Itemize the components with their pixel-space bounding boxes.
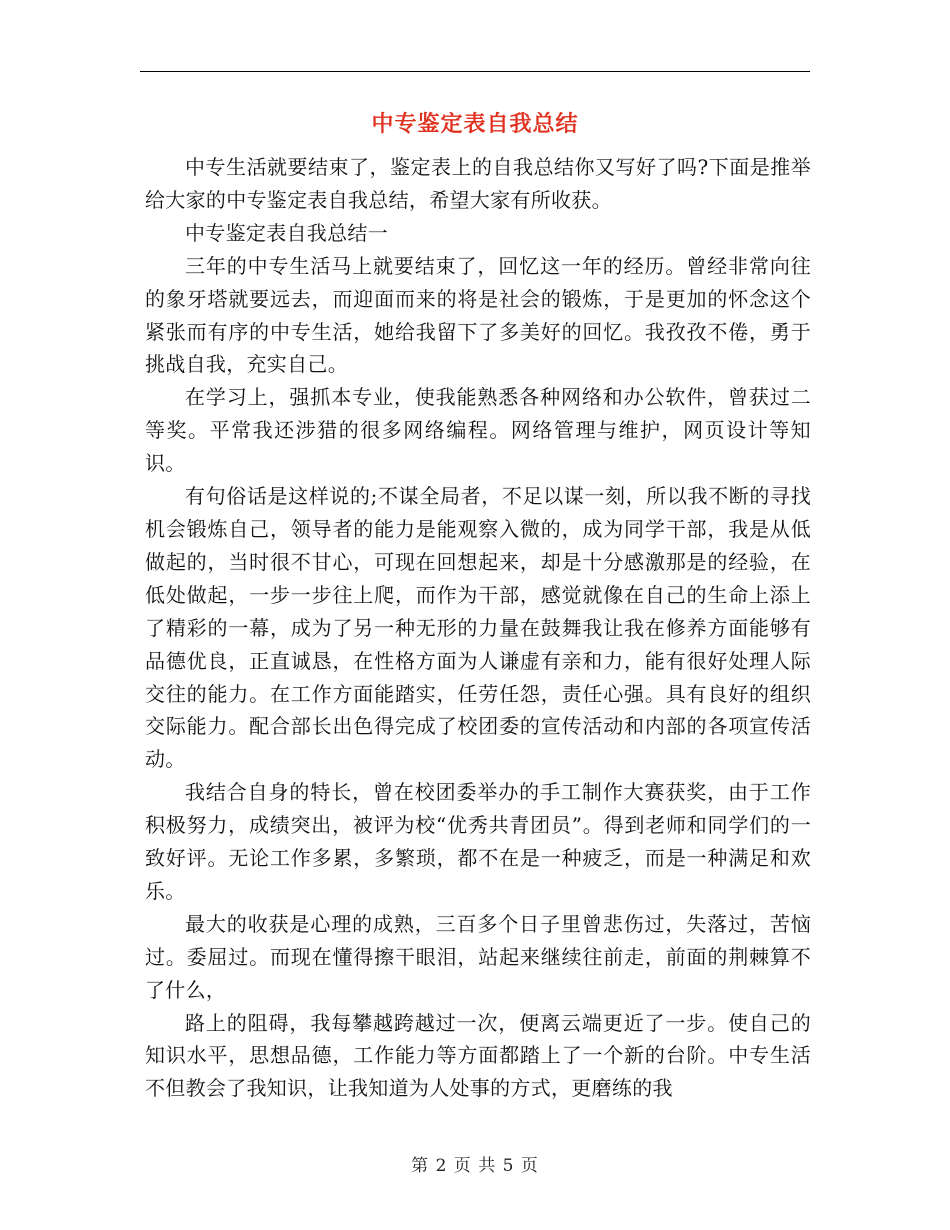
- paragraph-intro: 中专生活就要结束了，鉴定表上的自我总结你又写好了吗?下面是推举给大家的中专鉴定表自我总结，希望大家有所收获。: [145, 155, 811, 212]
- page-number-footer: 第 2 页 共 5 页: [411, 1156, 539, 1176]
- paragraph: 有句俗话是这样说的;不谋全局者，不足以谋一刻，所以我不断的寻找机会锻炼自己，领导者的能力是能观察入微的，成为同学干部，我是从低做起的，当时很不甘心，可现在回想起来，却是十分感激那是的经验，在低处做起，一步一步往上爬，而作为干部，感觉就像在自己的生命上添上了精彩的一幕，成为了另一种无形的力量在鼓舞我让我在修养方面能够有品德优良，正直诚恳，在性格方面为人谦虚有亲和力，能有很好处理人际交往的能力。在工作方面能踏实，任劳任怨，责任心强。具有良好的组织交际能力。配合部长出色得完成了校团委的宣传活动和内部的各项宣传活动。: [145, 484, 811, 772]
- document-title: 中专鉴定表自我总结: [371, 112, 579, 137]
- paragraph: 路上的阻碍，我每攀越跨越过一次，便离云端更近了一步。使自己的知识水平，思想品德，工作能力等方面都踏上了一个新的台阶。中专生活不但教会了我知识，让我知道为人处事的方式，更磨练的我: [145, 1010, 811, 1101]
- section-heading-1: 中专鉴定表自我总结一: [185, 220, 388, 245]
- paragraph: 我结合自身的特长，曾在校团委举办的手工制作大赛获奖，由于工作积极努力，成绩突出，被评为校“优秀共青团员”。得到老师和同学们的一致好评。无论工作多累，多繁琐，都不在是一种疲乏，而是一种满足和欢乐。: [145, 780, 811, 903]
- paragraph: 最大的收获是心理的成熟，三百多个日子里曾悲伤过，失落过，苦恼过。委屈过。而现在懂得擦干眼泪，站起来继续往前走，前面的荆棘算不了什么，: [145, 911, 811, 1002]
- paragraph: 三年的中专生活马上就要结束了，回忆这一年的经历。曾经非常向往的象牙塔就要远去，而迎面而来的将是社会的锻炼，于是更加的怀念这个紧张而有序的中专生活，她给我留下了多美好的回忆。我孜孜不倦，勇于挑战自我，充实自己。: [145, 253, 811, 377]
- header-rule: [140, 71, 810, 72]
- paragraph: 在学习上，强抓本专业，使我能熟悉各种网络和办公软件，曾获过二等奖。平常我还涉猎的很多网络编程。网络管理与维护，网页设计等知识。: [145, 385, 811, 476]
- document-body: [145, 151, 811, 1105]
